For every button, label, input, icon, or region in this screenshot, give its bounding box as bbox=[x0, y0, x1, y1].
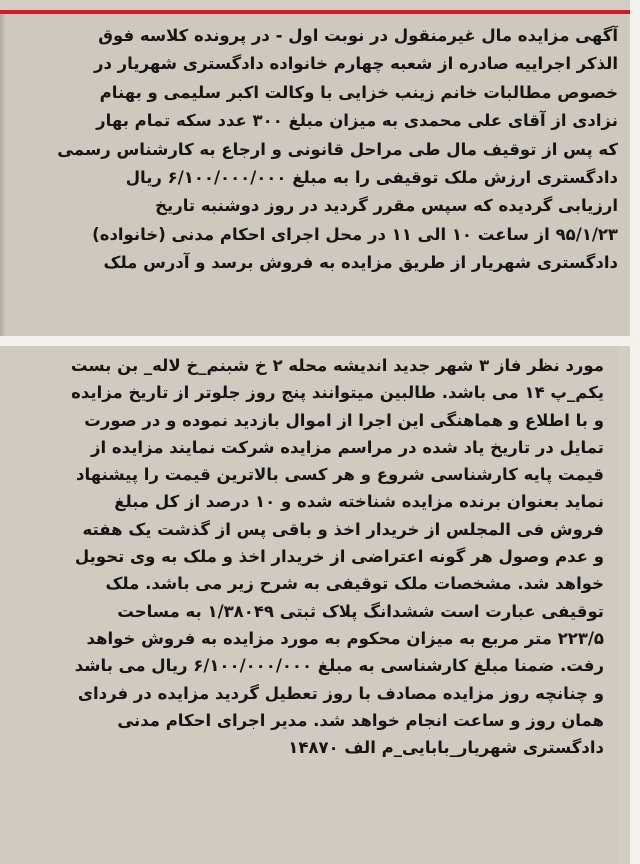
notice-bottom-line-15: دادگستری شهریار_بابایی_م الف ۱۴۸۷۰ bbox=[288, 738, 604, 758]
notice-bottom-line-8: و عدم وصول هر گونه اعتراضی از خریدار اخذ و ملک به وی تحویل bbox=[74, 547, 604, 567]
notice-top-line-7: ارزیابی گردیده که سپس مقرر گردید در روز دوشنبه تاریخ bbox=[155, 196, 618, 216]
notice-top-line-9: دادگستری شهریار از طریق مزایده به فروش برسد و آدرس ملک bbox=[103, 253, 618, 273]
clipping-edge-shadow bbox=[0, 14, 6, 336]
page-margin-strip bbox=[630, 0, 640, 864]
notice-column-top bbox=[0, 14, 630, 336]
notice-top-line-6: دادگستری ارزش ملک توقیفی را به مبلغ ۶/۱۰۰/۰۰۰/۰۰۰ ریال bbox=[125, 168, 618, 188]
notice-bottom-line-4: تمایل در تاریخ یاد شده در مراسم مزایده شرکت نمایند مزایده از bbox=[91, 437, 604, 457]
notice-top-line-1: آگهی مزایده مال غیرمنقول در نوبت اول - در پرونده کلاسه فوق bbox=[98, 26, 618, 45]
notice-bottom-line-5: قیمت پایه کارشناسی شروع و هر کسی بالاترین قیمت را پیشنهاد bbox=[76, 465, 604, 485]
notice-bottom-line-10: توقیفی عبارت است ششدانگ پلاک ثبتی ۱/۳۸۰۴۹ به مساحت bbox=[117, 601, 604, 621]
notice-bottom-line-9: خواهد شد. مشخصات ملک توقیفی به شرح زیر می باشد. ملک bbox=[105, 574, 604, 594]
notice-top-line-3: خصوص مطالبات خانم زینب خزایی با وکالت اکبر سلیمی و بهنام bbox=[99, 82, 618, 102]
notice-bottom-line-13: و چنانچه روز مزایده مصادف با روز تعطیل گردید مزایده در فردای bbox=[77, 683, 604, 703]
notice-bottom-line-3: و با اطلاع و هماهنگی این اجرا از اموال بازدید نموده و در صورت bbox=[84, 410, 604, 430]
notice-column-bottom bbox=[0, 346, 618, 864]
notice-top-line-2: الذکر اجراییه صادره از شعبه چهارم خانواده دادگستری شهریار در bbox=[93, 54, 618, 74]
clipping-gap bbox=[0, 336, 640, 346]
notice-top-line-8: ۹۵/۱/۲۳ از ساعت ۱۰ الی ۱۱ در محل اجرای احکام مدنی (خانواده) bbox=[92, 224, 618, 244]
notice-bottom-line-7: فروش فی المجلس از خریدار اخذ و باقی پس از گذشت یک هفته bbox=[82, 519, 604, 539]
notice-bottom-line-12: رفت. ضمنا مبلغ کارشناسی به مبلغ ۶/۱۰۰/۰۰۰/۰۰۰ ریال می باشد bbox=[74, 656, 604, 676]
notice-bottom-line-2: یکم_پ ۱۴ می باشد. طالبین میتوانند پنج روز جلوتر از تاریخ مزایده bbox=[71, 383, 604, 403]
notice-top-line-4: نزادی از آقای علی محمدی به میزان مبلغ ۳۰۰ عدد سکه تمام بهار bbox=[96, 111, 618, 131]
notice-bottom-line-14: همان روز و ساعت انجام خواهد شد. مدیر اجرای احکام مدنی bbox=[117, 710, 604, 730]
notice-bottom-line-6: نماید بعنوان برنده مزایده شناخته شده و ۱۰ درصد از کل مبلغ bbox=[114, 492, 604, 512]
notice-bottom-line-11: ۲۲۳/۵ متر مربع به میزان محکوم به مورد مزایده به فروش خواهد bbox=[86, 628, 604, 648]
notice-top-line-5: که پس از توقیف مال طی مراحل قانونی و ارجاع به کارشناس رسمی bbox=[57, 139, 618, 159]
notice-bottom-line-1: مورد نظر فاز ۳ شهر جدید اندیشه محله ۲ خ شبنم_خ لاله_ بن بست bbox=[70, 356, 604, 375]
